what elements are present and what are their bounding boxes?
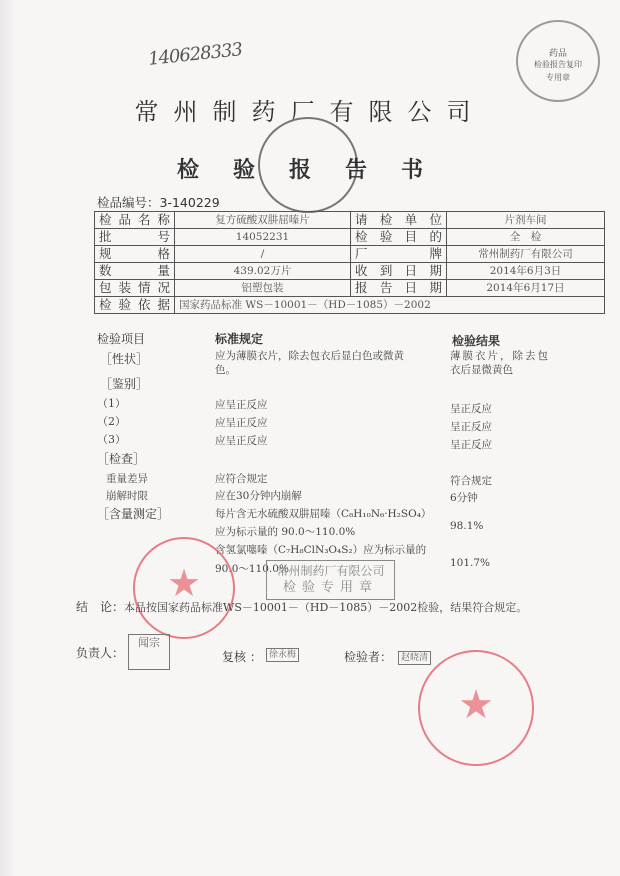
company-red-stamp bbox=[133, 537, 235, 639]
info-label: 报告日期 bbox=[351, 280, 447, 297]
scan-edge-shadow bbox=[0, 0, 14, 876]
reviewer-signature: 徐永梅 bbox=[266, 648, 299, 662]
result-text: 101.7% bbox=[450, 557, 491, 569]
standard-text: 含氢氯噻嗪（C₇H₈ClN₃O₄S₂）应为标示量的 bbox=[215, 544, 427, 556]
info-label: 请检单位 bbox=[351, 212, 447, 229]
report-title: 检验报告书 bbox=[176, 158, 457, 183]
info-value: 常州制药厂有限公司 bbox=[447, 246, 605, 263]
standard-text: 应符合规定 bbox=[215, 473, 268, 485]
standard-text: 应为标示量的 90.0～110.0% bbox=[215, 526, 356, 538]
result-text: 衣后显微黄色 bbox=[450, 364, 513, 376]
sample-number bbox=[97, 193, 220, 211]
result-text: 符合规定 bbox=[450, 475, 492, 487]
standard-text: 90.0～110.0% bbox=[215, 563, 289, 575]
category-assay: ［含量测定］ bbox=[97, 507, 170, 521]
star-icon: ★ bbox=[458, 682, 494, 728]
info-label: 厂 牌 bbox=[351, 246, 447, 263]
standard-text: 应为薄膜衣片，除去包衣后显白色或微黄 bbox=[215, 350, 404, 362]
info-label: 数 量 bbox=[95, 263, 175, 280]
info-value: 铝塑包装 bbox=[175, 280, 351, 297]
result-text: 98.1% bbox=[450, 520, 484, 532]
info-row bbox=[95, 212, 605, 229]
result-text: 呈正反应 bbox=[450, 421, 492, 433]
info-value: / bbox=[175, 246, 351, 263]
result-text: 薄膜衣片，除去包 bbox=[450, 350, 550, 362]
standard-text: 应在30分钟内崩解 bbox=[215, 490, 302, 502]
company-name: 常州制药厂有限公司 bbox=[134, 98, 486, 126]
info-label: 批 号 bbox=[95, 229, 175, 246]
item-label: 重量差异 bbox=[106, 473, 148, 485]
inspector-label: 检验者： bbox=[344, 650, 393, 664]
info-table bbox=[94, 211, 605, 314]
standard-text: 每片含无水硫酸双肼屈嗪（C₈H₁₀N₆·H₂SO₄） bbox=[215, 508, 432, 520]
standard-text: 色。 bbox=[215, 364, 236, 376]
header-result: 检验结果 bbox=[452, 334, 501, 348]
info-value: 复方硫酸双肼屈嗪片 bbox=[175, 212, 351, 229]
result-text: 呈正反应 bbox=[450, 403, 492, 415]
item-label: （3） bbox=[97, 433, 126, 446]
reviewer-label: 复核 ： bbox=[222, 650, 262, 664]
info-value: 439.02万片 bbox=[175, 263, 351, 280]
info-label: 收到日期 bbox=[351, 263, 447, 280]
sample-number-label: 检品编号： bbox=[97, 195, 160, 210]
info-value: 2014年6月3日 bbox=[447, 263, 605, 280]
result-text: 呈正反应 bbox=[450, 439, 492, 451]
inspector-signature: 赵晓清 bbox=[398, 651, 431, 665]
info-label: 规 格 bbox=[95, 246, 175, 263]
item-label: 崩解时限 bbox=[106, 490, 148, 502]
result-text: 6分钟 bbox=[450, 492, 478, 504]
standard-text: 应呈正反应 bbox=[215, 399, 268, 411]
conclusion-label: 结 论： bbox=[76, 600, 125, 614]
info-row-basis bbox=[95, 297, 605, 314]
handwritten-number: 140628333 bbox=[147, 39, 243, 70]
info-label: 检验依据 bbox=[95, 297, 175, 314]
responsible-signature: 闻宗 bbox=[128, 634, 170, 670]
inspection-rect-stamp: 常州制药厂有限公司 检验专用章 bbox=[266, 560, 395, 600]
info-row bbox=[95, 263, 605, 280]
info-value: 片剂车间 bbox=[447, 212, 605, 229]
conclusion bbox=[76, 598, 527, 615]
star-icon: ★ bbox=[166, 561, 202, 605]
info-row bbox=[95, 229, 605, 246]
info-row bbox=[95, 246, 605, 263]
standard-text: 应呈正反应 bbox=[215, 435, 268, 447]
info-value: 全 检 bbox=[447, 229, 605, 246]
info-label: 包装情况 bbox=[95, 280, 175, 297]
info-value: 国家药品标准 WS－10001－（HD－1085）－2002 bbox=[175, 297, 605, 314]
info-value: 14052231 bbox=[175, 229, 351, 246]
standard-text: 应呈正反应 bbox=[215, 417, 268, 429]
item-label: （2） bbox=[97, 415, 126, 428]
info-row bbox=[95, 280, 605, 297]
info-label: 检品名称 bbox=[95, 212, 175, 229]
company-red-stamp-2 bbox=[418, 650, 534, 766]
conclusion-text: 本品按国家药品标准WS－10001－（HD－1085）－2002检验，结果符合规定。 bbox=[124, 601, 528, 614]
category-identification: ［鉴别］ bbox=[100, 377, 149, 391]
category-inspection: ［检查］ bbox=[97, 452, 146, 466]
copy-stamp: 药品 检验报告复印 专用章 bbox=[516, 20, 600, 102]
header-item: 检验项目 bbox=[97, 332, 146, 346]
info-value: 2014年6月17日 bbox=[447, 280, 605, 297]
responsible-label: 负责人： bbox=[76, 646, 125, 660]
category-character: ［性状］ bbox=[100, 352, 149, 366]
header-standard: 标准规定 bbox=[215, 332, 264, 346]
sample-number-value: 3-140229 bbox=[159, 195, 220, 210]
item-label: （1） bbox=[97, 397, 126, 410]
info-label: 检验目的 bbox=[351, 229, 447, 246]
